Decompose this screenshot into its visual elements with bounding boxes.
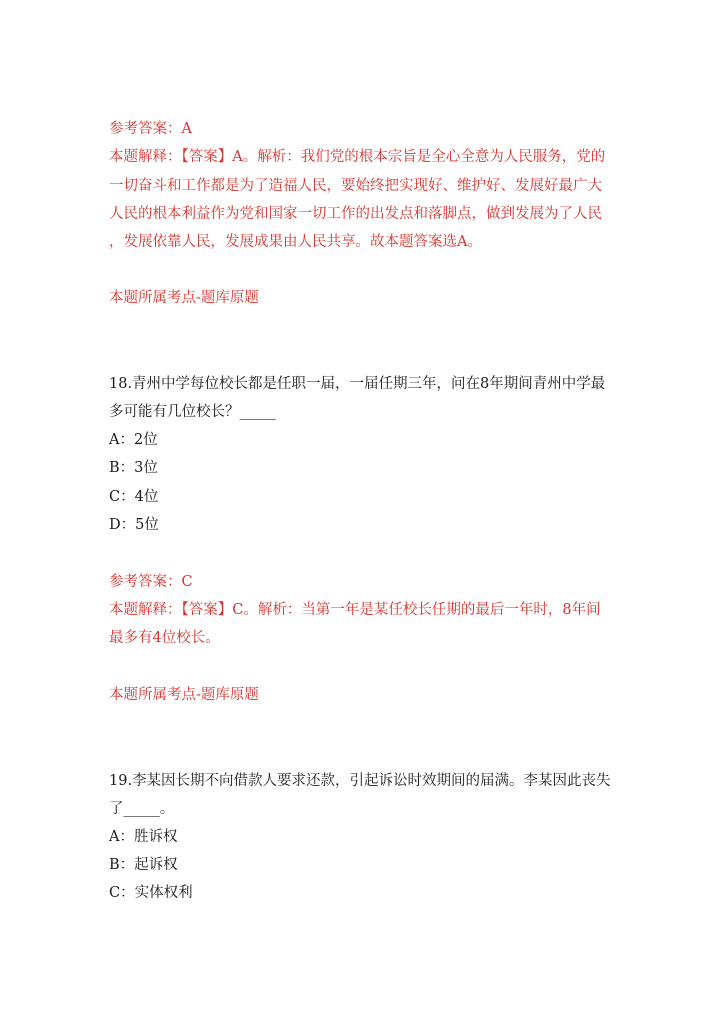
q18-option-c: C：4位 (109, 489, 159, 505)
q19-stem-line-1: 19.李某因长期不向借款人要求还款，引起诉讼时效期间的届满。李某因此丧失 (109, 773, 611, 789)
q19-option-c: C：实体权利 (109, 885, 193, 901)
q18-stem-line-1: 18.青州中学每位校长都是任职一届，一届任期三年，问在8年期间青州中学最 (109, 376, 606, 392)
q18-source: 本题所属考点-题库原题 (109, 687, 259, 703)
q18-option-d: D：5位 (109, 517, 159, 533)
q17-explanation-line-2: 一切奋斗和工作都是为了造福人民，要始终把实现好、维护好、发展好最广大 (109, 178, 602, 194)
q17-explanation-line-1: 本题解释：【答案】A。解析：我们党的根本宗旨是全心全意为人民服务，党的 (109, 149, 606, 165)
q17-answer-line: 参考答案：A (109, 121, 192, 137)
q17-explanation-line-4: ，发展依靠人民，发展成果由人民共享。故本题答案选A。 (109, 234, 482, 250)
q17-explanation-line-3: 人民的根本利益作为党和国家一切工作的出发点和落脚点，做到发展为了人民 (109, 206, 602, 222)
q19-stem-line-2: 了_____。 (109, 801, 175, 817)
q18-explanation-line-2: 最多有4位校长。 (109, 630, 220, 646)
q18-option-a: A：2位 (109, 432, 158, 448)
q18-answer-line: 参考答案：C (109, 574, 193, 590)
q19-option-b: B：起诉权 (109, 857, 178, 873)
q19-option-a: A：胜诉权 (109, 829, 178, 845)
q18-explanation-line-1: 本题解释：【答案】C。解析：当第一年是某任校长任期的最后一年时，8年间 (109, 602, 601, 618)
q18-stem-line-2: 多可能有几位校长？_____ (109, 404, 276, 420)
q17-source: 本题所属考点-题库原题 (109, 290, 259, 306)
q18-option-b: B：3位 (109, 460, 158, 476)
